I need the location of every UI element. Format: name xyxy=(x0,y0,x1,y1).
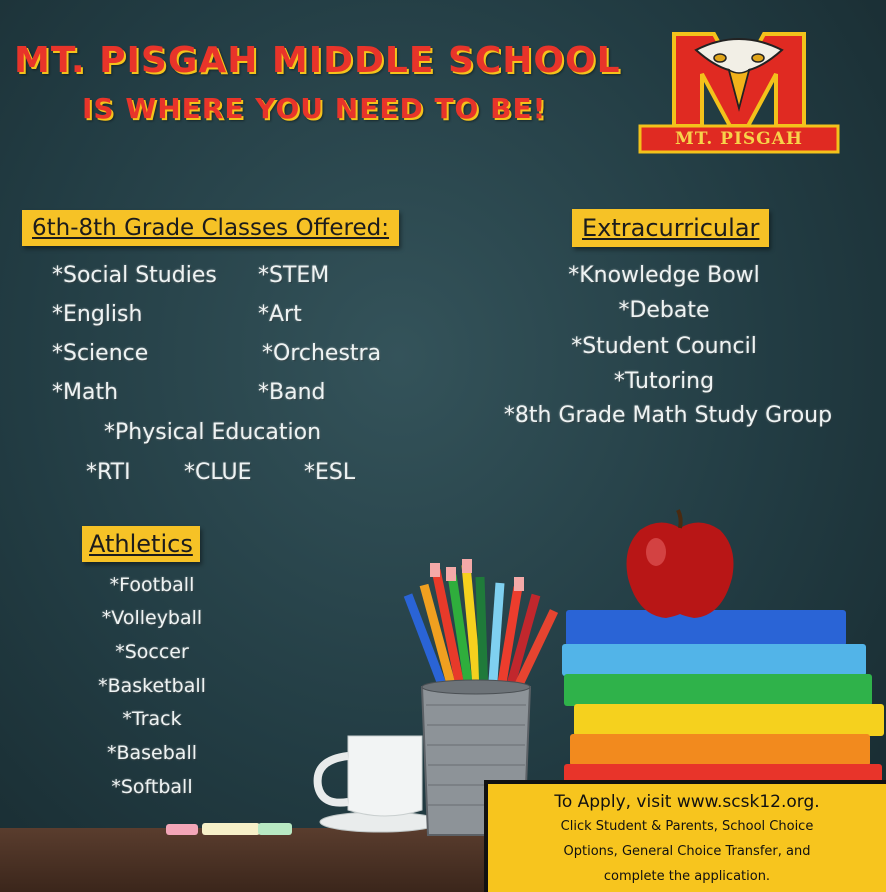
apply-line-1: To Apply, visit www.scsk12.org. xyxy=(554,792,820,812)
apple xyxy=(620,508,740,623)
athletics-item: *Basketball xyxy=(98,675,206,697)
title-line-2: IS WHERE YOU NEED TO BE! xyxy=(82,92,547,125)
apply-line-3: Options, General Choice Transfer, and xyxy=(563,844,811,859)
logo-banner-text: MT. PISGAH xyxy=(675,129,803,149)
athletics-item: *Football xyxy=(109,574,195,596)
class-item: *Physical Education xyxy=(104,420,322,445)
extracurricular-heading: Extracurricular xyxy=(572,209,769,247)
class-item: *Math xyxy=(52,380,119,405)
class-item: *Art xyxy=(258,302,302,327)
extracurricular-item: *8th Grade Math Study Group xyxy=(503,403,833,428)
class-item: *English xyxy=(52,302,143,327)
apply-line-2: Click Student & Parents, School Choice xyxy=(560,819,814,834)
class-item: *Band xyxy=(258,380,326,405)
athletics-item: *Softball xyxy=(111,776,193,798)
class-item: *RTI xyxy=(86,460,131,485)
class-item: *STEM xyxy=(258,263,330,288)
extracurricular-item: *Debate xyxy=(618,298,710,323)
athletics-item: *Track xyxy=(122,708,182,730)
athletics-item: *Baseball xyxy=(106,742,198,764)
classes-heading: 6th-8th Grade Classes Offered: xyxy=(22,210,399,246)
book-stack xyxy=(560,608,886,783)
class-item: *ESL xyxy=(304,460,356,485)
apply-line-4: complete the application. xyxy=(603,869,771,884)
title-line-1: MT. PISGAH MIDDLE SCHOOL xyxy=(14,40,621,81)
school-logo xyxy=(636,30,842,156)
apply-info-box xyxy=(484,780,886,892)
chalk-pieces xyxy=(166,820,296,838)
class-item: *CLUE xyxy=(184,460,252,485)
extracurricular-item: *Knowledge Bowl xyxy=(568,263,760,288)
extracurricular-item: *Tutoring xyxy=(613,369,715,394)
extracurricular-item: *Student Council xyxy=(571,334,757,359)
class-item: *Orchestra xyxy=(262,341,382,366)
athletics-item: *Volleyball xyxy=(101,607,203,629)
athletics-item: *Soccer xyxy=(115,641,189,663)
class-item: *Social Studies xyxy=(52,263,217,288)
athletics-heading: Athletics xyxy=(82,526,200,562)
class-item: *Science xyxy=(52,341,149,366)
